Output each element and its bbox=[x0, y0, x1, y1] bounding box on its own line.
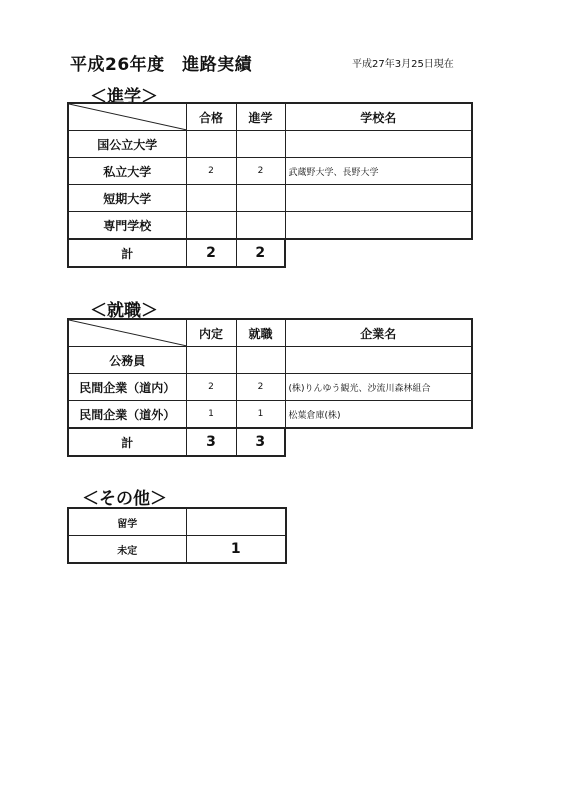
school-cell bbox=[285, 185, 472, 212]
table-row bbox=[68, 131, 472, 158]
employed-cell: 1 bbox=[236, 401, 285, 429]
pass-cell bbox=[186, 185, 236, 212]
pass-cell bbox=[186, 131, 236, 158]
pass-cell bbox=[186, 212, 236, 240]
header-employed: 就職 bbox=[236, 319, 285, 347]
offer-cell: 2 bbox=[186, 374, 236, 401]
row-label: 民間企業（道外） bbox=[68, 401, 186, 429]
school-cell: 武蔵野大学、長野大学 bbox=[285, 158, 472, 185]
page-title: 平成26年度 進路実績 bbox=[70, 55, 253, 75]
table-row bbox=[68, 536, 286, 564]
header-company: 企業名 bbox=[285, 319, 472, 347]
shushoku-table bbox=[67, 318, 473, 457]
header-enroll: 進学 bbox=[236, 103, 285, 131]
empty-cell bbox=[285, 428, 472, 456]
table-row bbox=[68, 185, 472, 212]
enroll-cell bbox=[236, 131, 285, 158]
total-label: 計 bbox=[68, 428, 186, 456]
table-row bbox=[68, 347, 472, 374]
table-row bbox=[68, 508, 286, 536]
value-cell: 1 bbox=[186, 536, 286, 564]
header-school: 学校名 bbox=[285, 103, 472, 131]
school-cell bbox=[285, 212, 472, 240]
section-heading-sonota: ＜その他＞ bbox=[82, 489, 167, 509]
employed-cell: 2 bbox=[236, 374, 285, 401]
company-cell: (株)りんゆう観光、沙流川森林組合 bbox=[285, 374, 472, 401]
offer-cell: 1 bbox=[186, 401, 236, 429]
row-label: 私立大学 bbox=[68, 158, 186, 185]
diagonal-cell bbox=[68, 103, 186, 131]
school-cell bbox=[285, 131, 472, 158]
diagonal-line bbox=[69, 104, 187, 130]
table-row bbox=[68, 401, 472, 429]
header-pass: 合格 bbox=[186, 103, 236, 131]
total-label: 計 bbox=[68, 239, 186, 267]
as-of-date: 平成27年3月25日現在 bbox=[352, 59, 454, 70]
table-header-row bbox=[68, 103, 472, 131]
total-offer: 3 bbox=[186, 428, 236, 456]
table-row bbox=[68, 212, 472, 240]
empty-cell bbox=[285, 239, 472, 267]
row-label: 留学 bbox=[68, 508, 186, 536]
table-row bbox=[68, 374, 472, 401]
offer-cell bbox=[186, 347, 236, 374]
row-label: 未定 bbox=[68, 536, 186, 564]
row-label: 専門学校 bbox=[68, 212, 186, 240]
pass-cell: 2 bbox=[186, 158, 236, 185]
employed-cell bbox=[236, 347, 285, 374]
row-label: 国公立大学 bbox=[68, 131, 186, 158]
row-label: 短期大学 bbox=[68, 185, 186, 212]
row-label: 民間企業（道内） bbox=[68, 374, 186, 401]
total-row bbox=[68, 428, 472, 456]
total-row bbox=[68, 239, 472, 267]
table-row bbox=[68, 158, 472, 185]
shingaku-table bbox=[67, 102, 473, 268]
value-cell bbox=[186, 508, 286, 536]
total-enroll: 2 bbox=[236, 239, 285, 267]
company-cell bbox=[285, 347, 472, 374]
sonota-table bbox=[67, 507, 287, 564]
company-cell: 松葉倉庫(株) bbox=[285, 401, 472, 429]
table-header-row bbox=[68, 319, 472, 347]
enroll-cell bbox=[236, 212, 285, 240]
section-heading-shushoku: ＜就職＞ bbox=[90, 301, 158, 321]
total-pass: 2 bbox=[186, 239, 236, 267]
header-offer: 内定 bbox=[186, 319, 236, 347]
enroll-cell bbox=[236, 185, 285, 212]
section-heading-shingaku: ＜進学＞ bbox=[90, 87, 158, 107]
total-employed: 3 bbox=[236, 428, 285, 456]
diagonal-cell bbox=[68, 319, 186, 347]
diagonal-line bbox=[69, 320, 187, 346]
enroll-cell: 2 bbox=[236, 158, 285, 185]
row-label: 公務員 bbox=[68, 347, 186, 374]
